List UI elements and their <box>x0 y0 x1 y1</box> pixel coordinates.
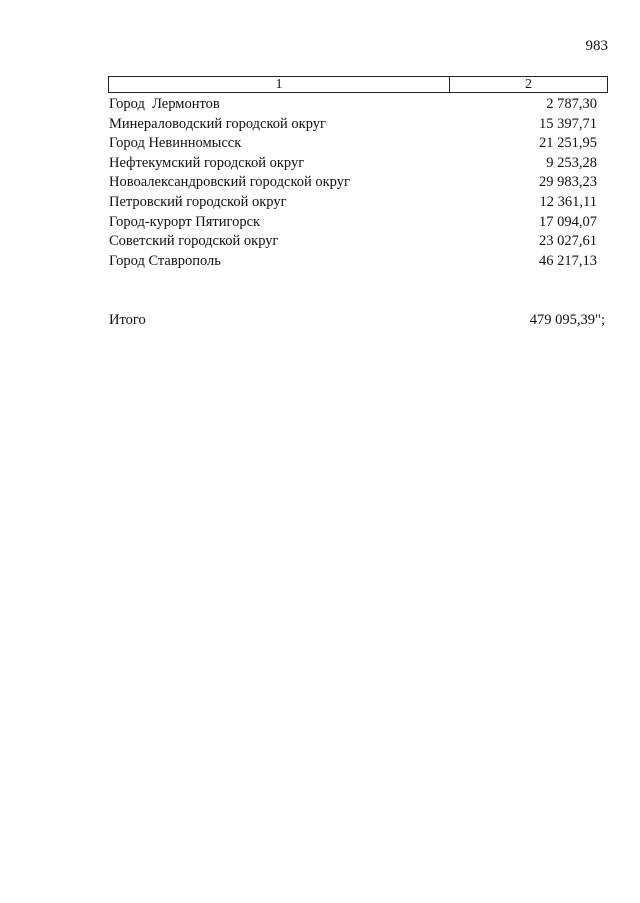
row-name: Город Лермонтов <box>109 96 220 112</box>
page-number: 983 <box>585 38 608 54</box>
table-row <box>109 193 597 213</box>
total-label: Итого <box>109 312 146 328</box>
table-row <box>109 213 597 233</box>
row-value: 21 251,95 <box>539 135 597 152</box>
row-name: Петровский городской округ <box>109 193 287 210</box>
row-name: Город Ставрополь <box>109 252 221 269</box>
row-name: Новоалександровский городской округ <box>109 174 350 191</box>
row-name: Советский городской округ <box>109 233 279 250</box>
row-name: Город Невинномысск <box>109 135 242 152</box>
row-value: 15 397,71 <box>539 115 597 132</box>
row-name: Город-курорт Пятигорск <box>109 213 261 230</box>
table-row <box>109 173 597 193</box>
table-row <box>109 252 597 272</box>
row-value: 2 787,30 <box>546 96 597 112</box>
column-header-row <box>108 76 608 93</box>
row-name: Нефтекумский городской округ <box>109 154 305 171</box>
total-row <box>109 310 605 330</box>
table-body <box>109 95 597 271</box>
total-value: 479 095,39"; <box>529 312 605 328</box>
row-value: 29 983,23 <box>539 174 597 191</box>
row-value: 17 094,07 <box>539 213 597 230</box>
table-row <box>109 154 597 174</box>
row-value: 46 217,13 <box>539 252 597 269</box>
table-row <box>109 134 597 154</box>
row-value: 23 027,61 <box>539 233 597 250</box>
table-row <box>109 115 597 135</box>
row-value: 9 253,28 <box>546 154 597 171</box>
row-name: Минераловодский городской округ <box>109 115 326 132</box>
table-row <box>109 95 597 115</box>
column-header-1: 1 <box>109 77 450 92</box>
row-value: 12 361,11 <box>539 193 597 210</box>
column-header-2: 2 <box>525 77 532 92</box>
table-row <box>109 232 597 252</box>
